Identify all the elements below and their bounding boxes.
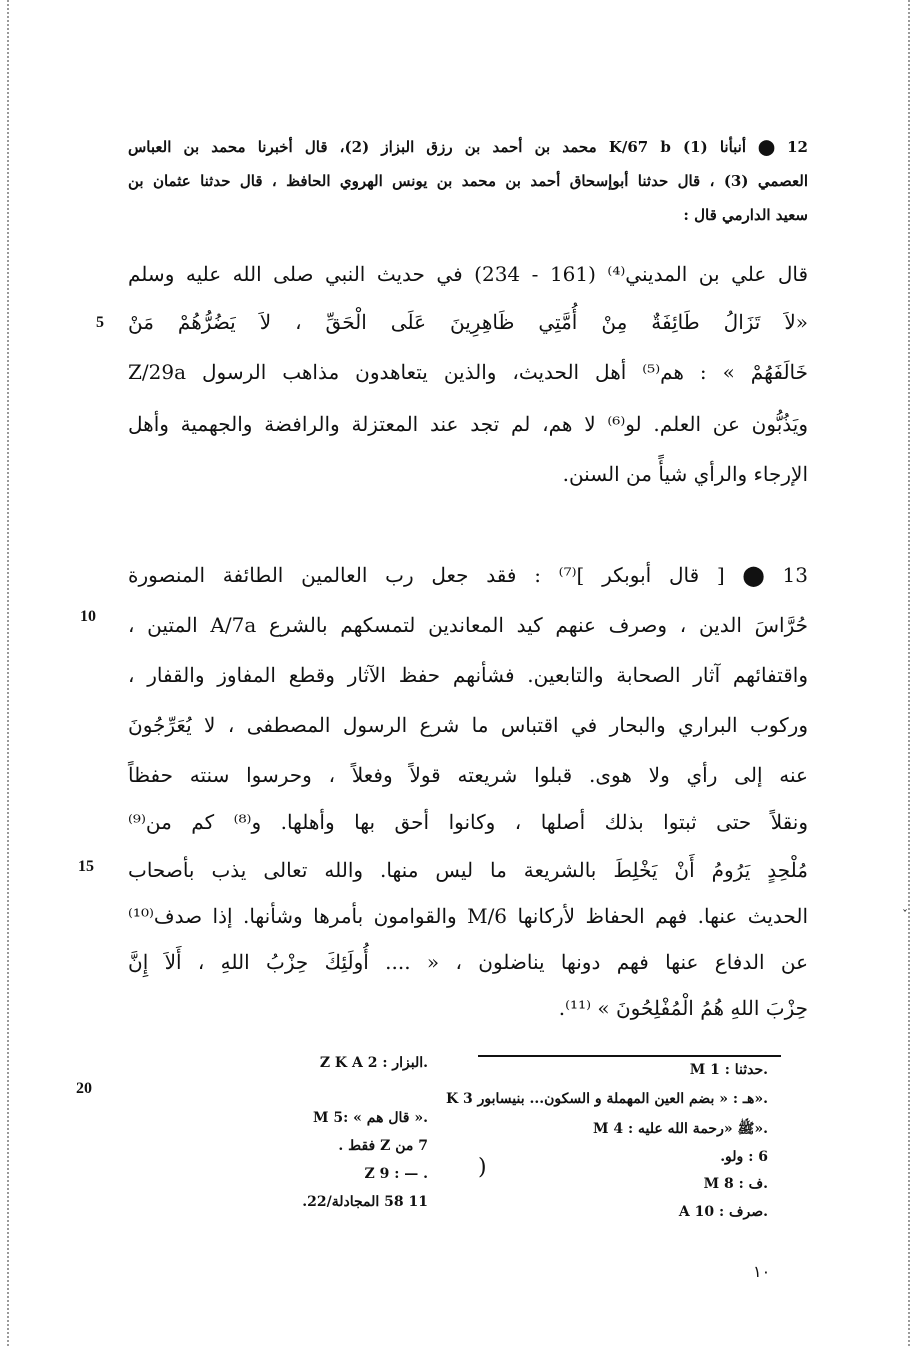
para12-line-3: سعيد الدارمي قال :: [683, 206, 808, 224]
para13-line-2: حُرَّاسَ الدين ، وصرف عنهم كيد المعاندين لتمسكهم بالشرع A/7a المتين ،: [128, 613, 808, 637]
edge-tick-mark: ˇ: [902, 908, 908, 922]
footnote-2: Z K A 2 : البزار.: [319, 1055, 428, 1071]
footnote-5: M 5: « قال هم ».: [313, 1110, 428, 1126]
margin-curve-mark: ): [478, 1155, 487, 1180]
line-number-5: 5: [96, 314, 104, 331]
para13-line-4: وركوب البراري والبحار في اقتباس ما شرع الرسول المصطفى ، لا يُعَرِّجُونَ: [128, 713, 808, 737]
para13-line-8: الحديث عنها. فهم الحفاظ لأركانها M/6 والقوامون بأمرها وشأنها. إذا صدف⁽¹⁰⁾: [128, 904, 808, 928]
para13-line-1: 13 ⬤ [ قال أبوبكر ]⁽⁷⁾ : فقد جعل رب العالمين الطائفة المنصورة: [128, 563, 808, 587]
line-number-10: 10: [80, 608, 96, 625]
footnote-4: M 4 : ﷺ «رحمة الله عليه».: [593, 1121, 768, 1137]
quote-line-1: قال علي بن المديني⁽⁴⁾ (161 - 234) في حديث النبي صلى الله عليه وسلم: [128, 262, 809, 286]
quote-line-2: «لاَ تَزَالُ طَائِفَةٌ مِنْ أُمَّتِي ظَاهِرِينَ عَلَى الْحَقِّ ، لاَ يَضُرُّهُمْ مَنْ: [128, 310, 808, 334]
footnote-divider: [478, 1055, 781, 1057]
quote-line-5: الإرجاء والرأي شيأً من السنن.: [562, 462, 808, 486]
footnote-7: 7 من Z فقط .: [338, 1138, 428, 1154]
quote-line-4: ويَذُبُّون عن العلم. لو⁽⁶⁾ لا هم، لم تجد عند المعتزلة والرافضة والجهمية وأهل: [128, 412, 808, 436]
para12-line-2: العصمي (3) ، قال حدثنا أبوإسحاق أحمد بن محمد بن يونس الهروي الحافظ ، قال حدثنا عثمان بن: [128, 172, 808, 190]
line-number-15: 15: [78, 858, 94, 875]
footnote-10: A 10 : صرف.: [678, 1204, 768, 1220]
left-dotted-border: [7, 0, 9, 1346]
line-number-20: 20: [76, 1080, 92, 1097]
footnote-1: M 1 : حدثنا.: [689, 1062, 768, 1078]
para13-line-7: مُلْحِدٍ يَرُومُ أَنْ يَخْلِطَ بالشريعة ما ليس منها. والله تعالى يذب بأصحاب: [128, 858, 808, 882]
footnote-8: M 8 : ف.: [703, 1176, 768, 1192]
footnote-3: K 3 هـ : « بضم العين المهملة و السكون... بنيسابور».: [445, 1091, 768, 1107]
para12-line-1: 12 ⬤ أنبأنا (1) K/67 b محمد بن أحمد بن رزق البزاز (2)، قال أخبرنا محمد بن العباس: [128, 138, 808, 156]
footnote-6: 6 : ولو.: [720, 1149, 768, 1165]
para13-line-9: عن الدفاع عنها فهم دونها يناضلون ، « .... أُولَئِكَ حِزْبُ اللهِ ، أَلاَ إِنَّ: [128, 950, 808, 974]
right-dotted-border: [908, 0, 910, 1346]
para13-line-6: ونقلاً حتى ثبتوا بذلك أصلها ، وكانوا أحق بها وأهلها. و⁽⁸⁾ كم من⁽⁹⁾: [128, 810, 808, 834]
quote-line-3: خَالَفَهُمْ » : هم⁽⁵⁾ أهل الحديث، والذين يتعاهدون مذاهب الرسول Z/29a: [128, 360, 809, 384]
footnote-11: 11 58 المجادلة/22.: [302, 1194, 428, 1210]
para13-line-5: عنه إلى رأي ولا هوى. قبلوا شريعته قولاً وفعلاً ، وحرسوا سنته حفظاً: [128, 763, 808, 787]
footnote-9: Z 9 : — .: [364, 1166, 428, 1182]
para13-line-10: حِزْبَ اللهِ هُمُ الْمُفْلِحُونَ » ⁽¹¹⁾.: [558, 996, 808, 1020]
para13-line-3: واقتفائهم آثار الصحابة والتابعين. فشأنهم حفظ الآثار وقطع المفاوز والقفار ،: [128, 663, 808, 687]
page-number: ١٠: [753, 1262, 771, 1281]
